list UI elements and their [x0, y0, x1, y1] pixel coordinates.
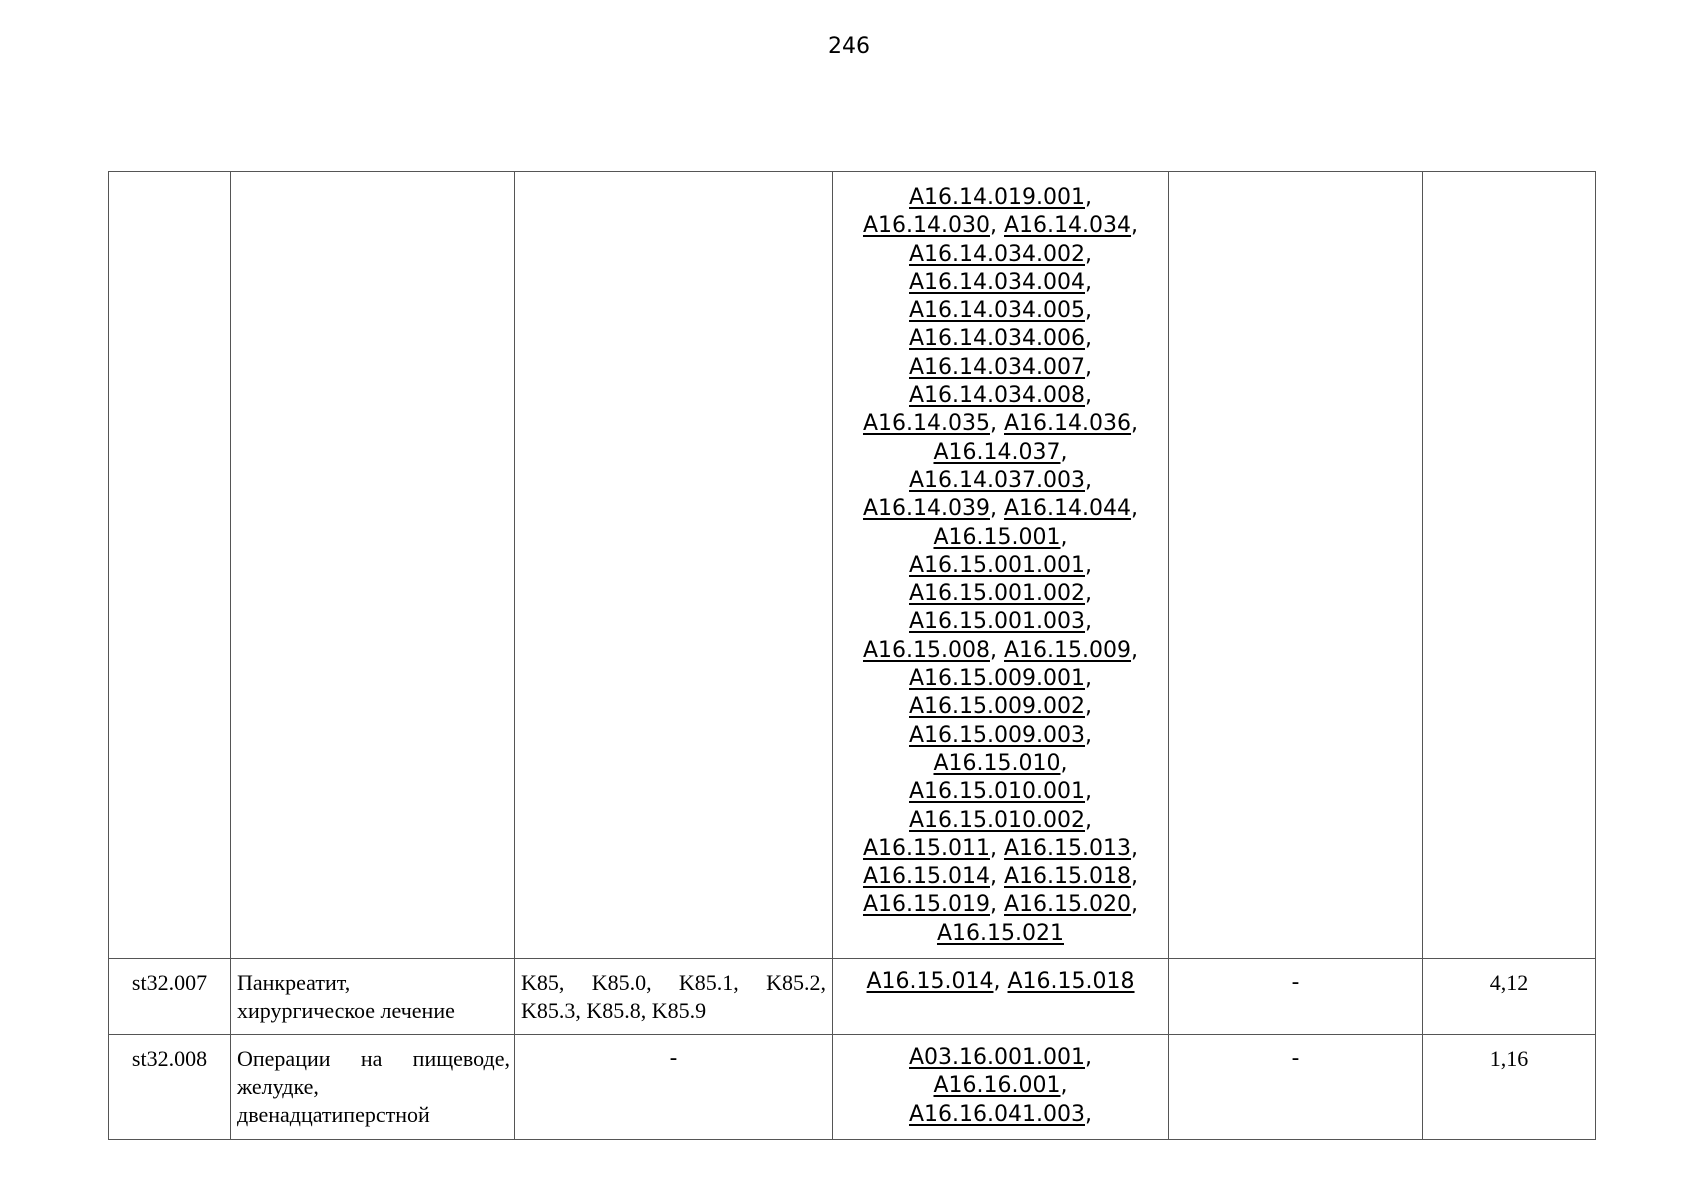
separator: , [1085, 467, 1092, 493]
service-code-line [837, 269, 1164, 297]
table-row [109, 1035, 1596, 1140]
extra-criteria-cell: - [1169, 959, 1423, 1035]
service-codes-cell [833, 959, 1169, 1035]
service-code-line [837, 354, 1164, 382]
service-code-link[interactable]: A16.15.013 [1004, 835, 1132, 861]
separator: , [1131, 835, 1139, 861]
separator: , [1085, 354, 1092, 380]
service-code-line [837, 439, 1164, 467]
service-code-line [837, 1072, 1164, 1100]
ksg-name-cell [231, 959, 515, 1035]
service-code-line [837, 467, 1164, 495]
diagnosis-codes-cell: - [515, 1035, 833, 1140]
service-code-link[interactable]: A16.14.034.006 [909, 326, 1085, 352]
separator: , [1085, 326, 1092, 352]
service-code-line [837, 637, 1164, 665]
service-code-line [837, 552, 1164, 580]
service-code-line [837, 410, 1164, 438]
service-code-link[interactable]: A16.14.037.003 [909, 467, 1085, 493]
service-code-link[interactable]: A16.15.001.001 [909, 552, 1085, 578]
ksg-id-cell: st32.007 [109, 959, 231, 1035]
separator: , [1060, 750, 1068, 776]
separator: , [1131, 864, 1139, 890]
separator: , [1085, 1045, 1092, 1070]
ksg-table [108, 171, 1596, 1140]
separator: , [1131, 637, 1139, 663]
separator: , [990, 892, 1004, 918]
service-code-link[interactable]: A16.14.039 [862, 496, 990, 522]
separator: , [1131, 411, 1139, 437]
page-number: 246 [828, 34, 870, 59]
separator: , [1060, 439, 1068, 465]
service-code-link[interactable]: A16.14.034.008 [909, 383, 1085, 409]
service-code-link[interactable]: A16.14.030 [862, 213, 990, 239]
separator: , [1131, 892, 1139, 918]
diagnosis-codes-cell [515, 172, 833, 959]
service-code-link[interactable]: A16.14.034 [1004, 213, 1132, 239]
service-code-line [837, 184, 1164, 212]
service-code-link[interactable]: A16.15.009.003 [909, 722, 1085, 748]
coefficient-cell: 4,12 [1423, 959, 1596, 1035]
separator: , [1085, 581, 1092, 607]
ksg-name-line: желудке, [237, 1074, 319, 1099]
separator: , [1060, 524, 1068, 550]
separator: , [1085, 185, 1092, 210]
service-code-line [837, 608, 1164, 636]
service-code-line [837, 968, 1164, 996]
service-code-line [837, 1044, 1164, 1072]
ksg-name-line: двенадцатиперстной [237, 1102, 430, 1127]
service-code-line [837, 524, 1164, 552]
service-code-link[interactable]: A16.15.001.002 [909, 581, 1085, 607]
separator: , [1085, 298, 1092, 324]
separator: , [993, 969, 1008, 994]
extra-criteria-cell: - [1169, 1035, 1423, 1140]
service-code-link[interactable]: A16.14.019.001 [909, 185, 1085, 210]
service-code-line [837, 750, 1164, 778]
service-code-line [837, 807, 1164, 835]
service-code-link[interactable]: A16.15.010 [933, 750, 1061, 776]
separator: , [1085, 552, 1092, 578]
separator: , [990, 213, 1004, 239]
separator: , [1085, 807, 1092, 833]
service-code-line [837, 495, 1164, 523]
extra-criteria-cell [1169, 172, 1423, 959]
ksg-name-line: Операции на пищеводе, [237, 1046, 510, 1071]
service-codes-cell [833, 1035, 1169, 1140]
service-code-link[interactable]: A16.16.001 [933, 1073, 1061, 1099]
service-code-link[interactable]: A16.15.010.002 [909, 807, 1085, 833]
service-code-link[interactable]: A16.15.021 [936, 920, 1064, 946]
service-code-line [837, 382, 1164, 410]
table-row [109, 172, 1596, 959]
service-code-link[interactable]: A16.14.037 [933, 439, 1061, 465]
service-code-line [837, 920, 1164, 948]
service-code-link[interactable]: A16.15.009 [1004, 637, 1132, 663]
service-code-line [837, 778, 1164, 806]
service-code-link[interactable]: A16.14.034.005 [909, 298, 1085, 324]
service-code-link[interactable]: A16.15.010.001 [909, 779, 1085, 805]
diagnosis-line: K85, K85.0, K85.1, K85.2, [521, 970, 826, 995]
service-code-link[interactable]: A16.16.041.003 [909, 1101, 1085, 1127]
service-code-link[interactable]: A03.16.001.001 [909, 1045, 1085, 1070]
ksg-name-line: хирургическое лечение [237, 998, 455, 1023]
service-code-link[interactable]: A16.15.014 [862, 864, 990, 890]
separator: , [1085, 383, 1092, 409]
separator: , [990, 637, 1004, 663]
service-code-link[interactable]: A16.15.011 [862, 835, 990, 861]
service-code-link[interactable]: A16.15.020 [1004, 892, 1132, 918]
separator: , [990, 835, 1004, 861]
service-code-link[interactable]: A16.14.034.007 [909, 354, 1085, 380]
ksg-id-cell [109, 172, 231, 959]
service-code-line [837, 665, 1164, 693]
service-code-link[interactable]: A16.14.035 [862, 411, 990, 437]
separator: , [1085, 609, 1092, 635]
service-code-link[interactable]: A16.14.044 [1004, 496, 1132, 522]
separator: , [1085, 722, 1092, 748]
service-code-line [837, 863, 1164, 891]
diagnosis-codes-cell [515, 959, 833, 1035]
service-code-line [837, 693, 1164, 721]
separator: , [990, 496, 1004, 522]
service-code-line [837, 212, 1164, 240]
table-row [109, 959, 1596, 1035]
service-code-link[interactable]: A16.15.014 [866, 969, 994, 994]
service-code-line [837, 297, 1164, 325]
service-code-link[interactable]: A16.15.001.003 [909, 609, 1085, 635]
service-code-line [837, 325, 1164, 353]
diagnosis-line: K85.3, K85.8, K85.9 [521, 998, 707, 1023]
separator: , [990, 411, 1004, 437]
separator: , [1060, 1073, 1068, 1099]
separator: , [1131, 213, 1139, 239]
service-code-link[interactable]: A16.15.008 [862, 637, 990, 663]
service-code-link[interactable]: A16.15.018 [1007, 969, 1135, 994]
service-code-link[interactable]: A16.15.018 [1004, 864, 1132, 890]
ksg-id-cell: st32.008 [109, 1035, 231, 1140]
service-codes-cell [833, 172, 1169, 959]
service-code-line [837, 835, 1164, 863]
service-code-link[interactable]: A16.14.036 [1004, 411, 1132, 437]
service-code-line [837, 722, 1164, 750]
separator: , [1085, 269, 1092, 295]
service-code-line [837, 580, 1164, 608]
separator: , [990, 864, 1004, 890]
separator: , [1131, 496, 1139, 522]
coefficient-cell [1423, 172, 1596, 959]
coefficient-cell: 1,16 [1423, 1035, 1596, 1140]
ksg-name-line: Панкреатит, [237, 970, 351, 995]
service-code-link[interactable]: A16.14.034.002 [909, 241, 1085, 267]
ksg-name-cell [231, 172, 515, 959]
separator: , [1085, 694, 1092, 720]
service-code-link[interactable]: A16.14.034.004 [909, 269, 1085, 295]
service-code-link[interactable]: A16.15.009.001 [909, 666, 1085, 692]
service-code-link[interactable]: A16.15.009.002 [909, 694, 1085, 720]
service-code-line [837, 1101, 1164, 1129]
service-code-link[interactable]: A16.15.001 [933, 524, 1061, 550]
service-code-line [837, 241, 1164, 269]
service-code-link[interactable]: A16.15.019 [862, 892, 990, 918]
ksg-name-cell [231, 1035, 515, 1140]
separator: , [1085, 666, 1092, 692]
separator: , [1085, 241, 1092, 267]
service-code-line [837, 891, 1164, 919]
separator: , [1085, 779, 1092, 805]
separator: , [1085, 1101, 1092, 1127]
